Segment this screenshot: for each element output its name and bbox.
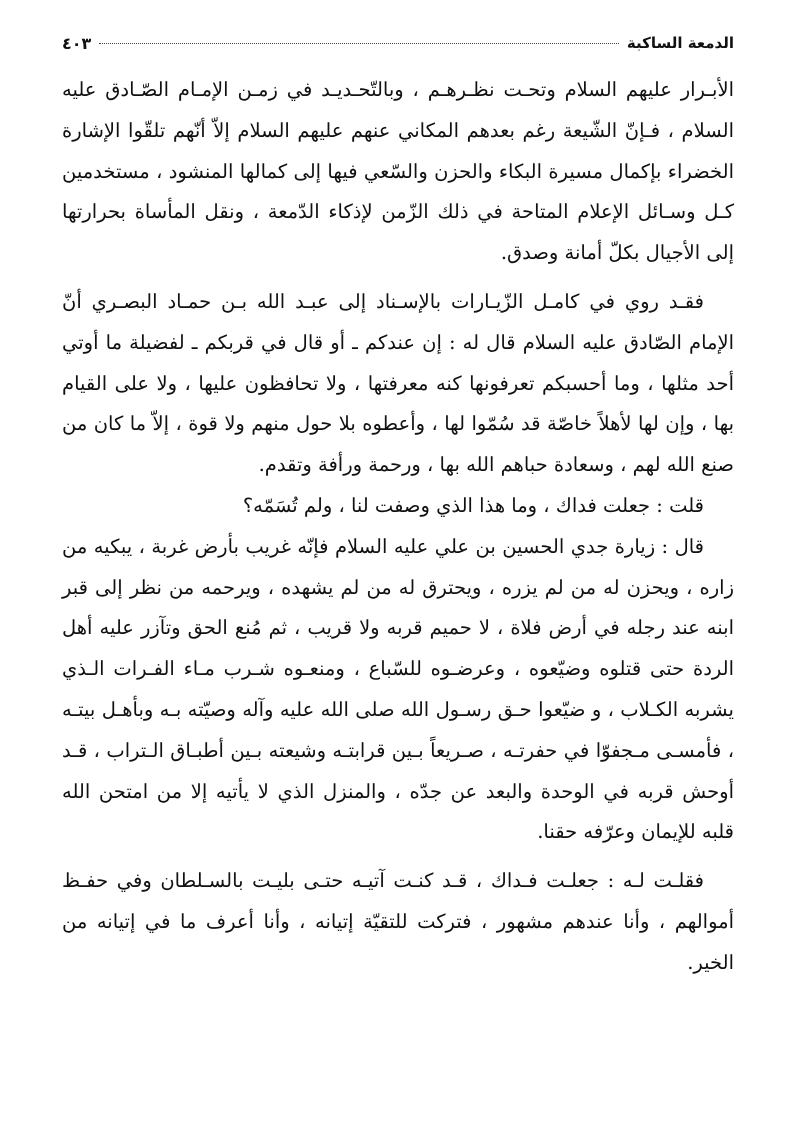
header-dotted-rule	[99, 42, 619, 44]
paragraph-1: الأبـرار عليهم السلام وتحـت نظـرهـم ، وبالتّحـديـد في زمـن الإمـام الصّـادق عليه السلام ، فـإنّ الشّيعة رغم بعدهم المكاني عنهم عليهم السلام إلاّ أنّهم تلقّوا الإشارة الخضراء بإكمال مسيرة البكاء والحزن والسّعي فيها إلى كمالها المنشود ، مستخدمين كـل وسـائل الإعلام المتاحة في ذلك الزّمن لإذكاء الدّمعة ، ونقل المأساة بحرارتها إلى الأجيال بكلّ أمانة وصدق.	[62, 78, 734, 265]
page-number: ٤٠٣	[62, 33, 92, 53]
paragraph-3: قلت : جعلت فداك ، وما هذا الذي وصفت لنا ، ولم تُسَمّه؟	[242, 493, 704, 517]
paragraph-4: قال : زيارة جدي الحسين بن علي عليه السلام فإنّه غريب بأرض غربة ، يبكيه من زاره ، ويحزن له من لم يزره ، ويحترق له من لم يشهده ، ويرحمه من نظر إلى قبر ابنه عند رجله في أرض فلاة ، لا حميم قربه ولا قريب ، ثم مُنع الحق وتآزر عليه أهل الردة حتى قتلوه وضيّعوه ، وعرضـوه للسّباع ، ومنعـوه شـرب مـاء الفـرات الـذي يشربه الكـلاب ، و ضيّعوا حـق رسـول الله صلى الله عليه وآله وصيّته بـه وبأهـل بيتـه ، فأمسـى مـجفوّا في حفرتـه ، صـريعاً بـين قرابتـه وشيعته بـين أطبـاق الـتراب ، قـد أوحش قربه في الوحدة والبعد عن جدّه ، والمنزل الذي لا يأتيه إلا من امتحن الله قلبه للإيمان وعرّفه حقنا.	[62, 534, 734, 844]
running-header	[62, 30, 734, 56]
paragraph-5: فقلـت لـه : جعلـت فـداك ، قـد كنـت آتيـه حتـى بليـت بالسـلطان وفي حفـظ أموالهم ، وأنا عندهم مشهور ، فتركت للتقيّة إتيانه ، وأنا أعرف ما في إتيانه من الخير.	[62, 869, 734, 974]
paragraph-2: فقـد روي في كامـل الزّيـارات بالإسـناد إلى عبـد الله بـن حمـاد البصـري أنّ الإمام الصّادق عليه السلام قال له : إن عندكم ـ أو قال في قربكم ـ لفضيلة ما أوتي أحد مثلها ، وما أحسبكم تعرفونها كنه معرفتها ، ولا تحافظون عليها ، ولا على القيام بها ، وإن لها لأهلاً خاصّة قد سُمّوا لها ، وأعطوه بلا حول منهم ولا قوة ، إلاّ ما كان من صنع الله لهم ، وسعادة حباهم الله بها ، ورحمة ورأفة وتقدم.	[62, 289, 734, 477]
header-title: الدمعة الساكبة	[626, 34, 734, 52]
body-text	[62, 70, 734, 984]
